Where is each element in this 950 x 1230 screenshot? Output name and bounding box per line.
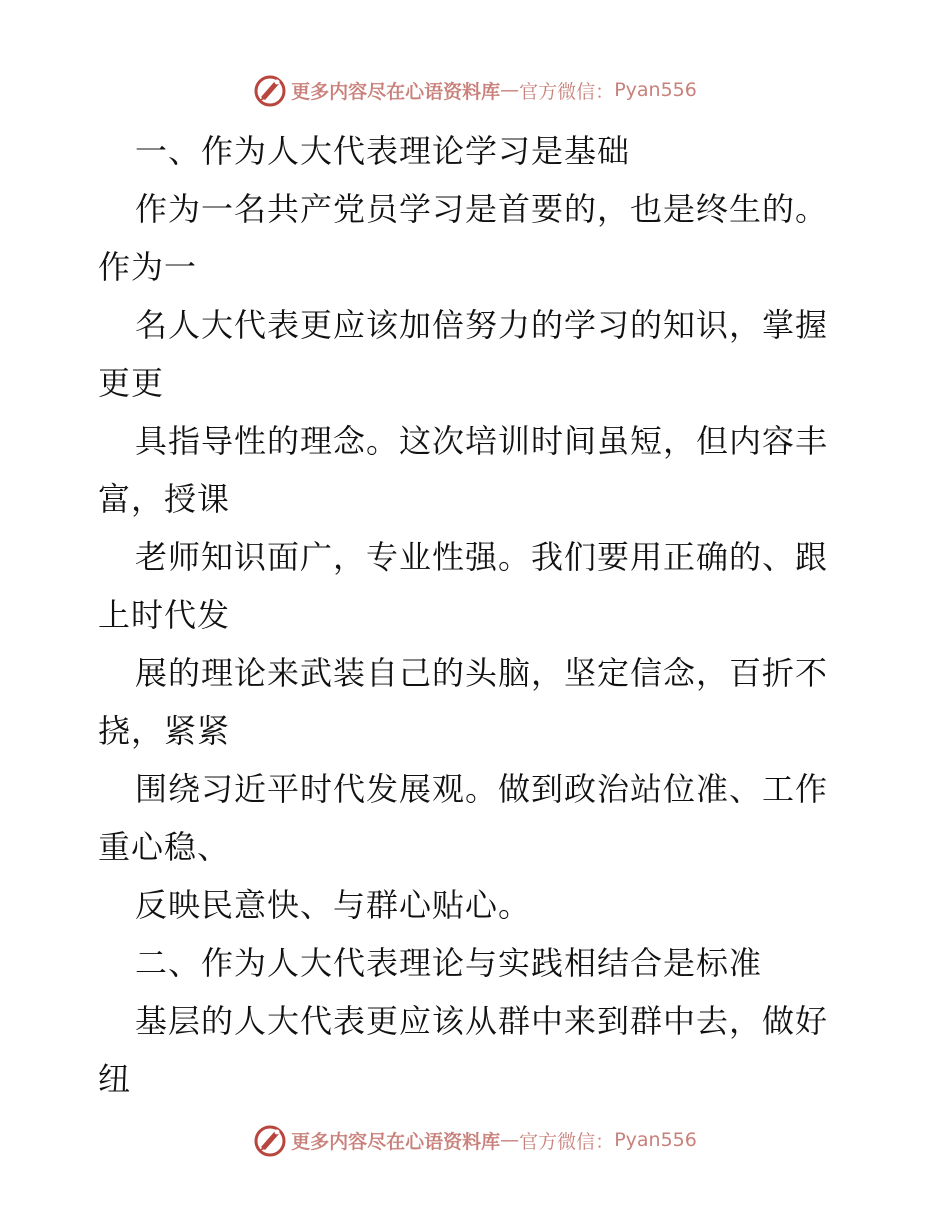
quill-pen-seal-icon xyxy=(253,73,287,107)
banner-separator: — xyxy=(500,1129,520,1151)
text-line: 具指导性的理念。这次培训时间虽短，但内容丰 xyxy=(135,422,829,460)
text-line: 重心稳、 xyxy=(98,828,231,866)
text-line: 纽 xyxy=(98,1060,132,1098)
quill-pen-seal-icon xyxy=(253,1123,287,1157)
text-line: 基层的人大代表更应该从群中来到群中去，做好 xyxy=(135,1002,829,1040)
text-line: 围绕习近平时代发展观。做到政治站位准、工作 xyxy=(135,770,829,808)
text-line: 富，授课 xyxy=(98,480,231,518)
footer-watermark-banner xyxy=(0,1120,950,1160)
text-line: 二、作为人大代表理论与实践相结合是标准 xyxy=(135,944,763,982)
text-line: 展的理论来武装自己的头脑，坚定信念，百折不 xyxy=(135,654,829,692)
text-line: 一、作为人大代表理论学习是基础 xyxy=(135,132,631,170)
banner-wechat-id: Pyan556 xyxy=(614,79,697,101)
banner-wechat-id: Pyan556 xyxy=(614,1129,697,1151)
banner-wechat-label: 官方微信： xyxy=(519,1130,615,1153)
text-line: 更更 xyxy=(98,364,165,402)
document-body xyxy=(98,122,858,1108)
text-line: 名人大代表更应该加倍努力的学习的知识，掌握 xyxy=(135,306,829,344)
header-watermark-banner xyxy=(0,70,950,110)
text-line: 作为一 xyxy=(98,248,198,286)
banner-main-text: 更多内容尽在心语资料库 xyxy=(291,1130,501,1153)
text-line: 作为一名共产党员学习是首要的，也是终生的。 xyxy=(135,190,829,228)
banner-main-text: 更多内容尽在心语资料库 xyxy=(291,80,501,103)
text-line: 反映民意快、与群心贴心。 xyxy=(135,886,532,924)
text-line: 挠，紧紧 xyxy=(98,712,231,750)
banner-wechat-label: 官方微信： xyxy=(519,80,615,103)
text-line: 老师知识面广，专业性强。我们要用正确的、跟 xyxy=(135,538,829,576)
text-line: 上时代发 xyxy=(98,596,231,634)
banner-separator: — xyxy=(500,79,520,101)
